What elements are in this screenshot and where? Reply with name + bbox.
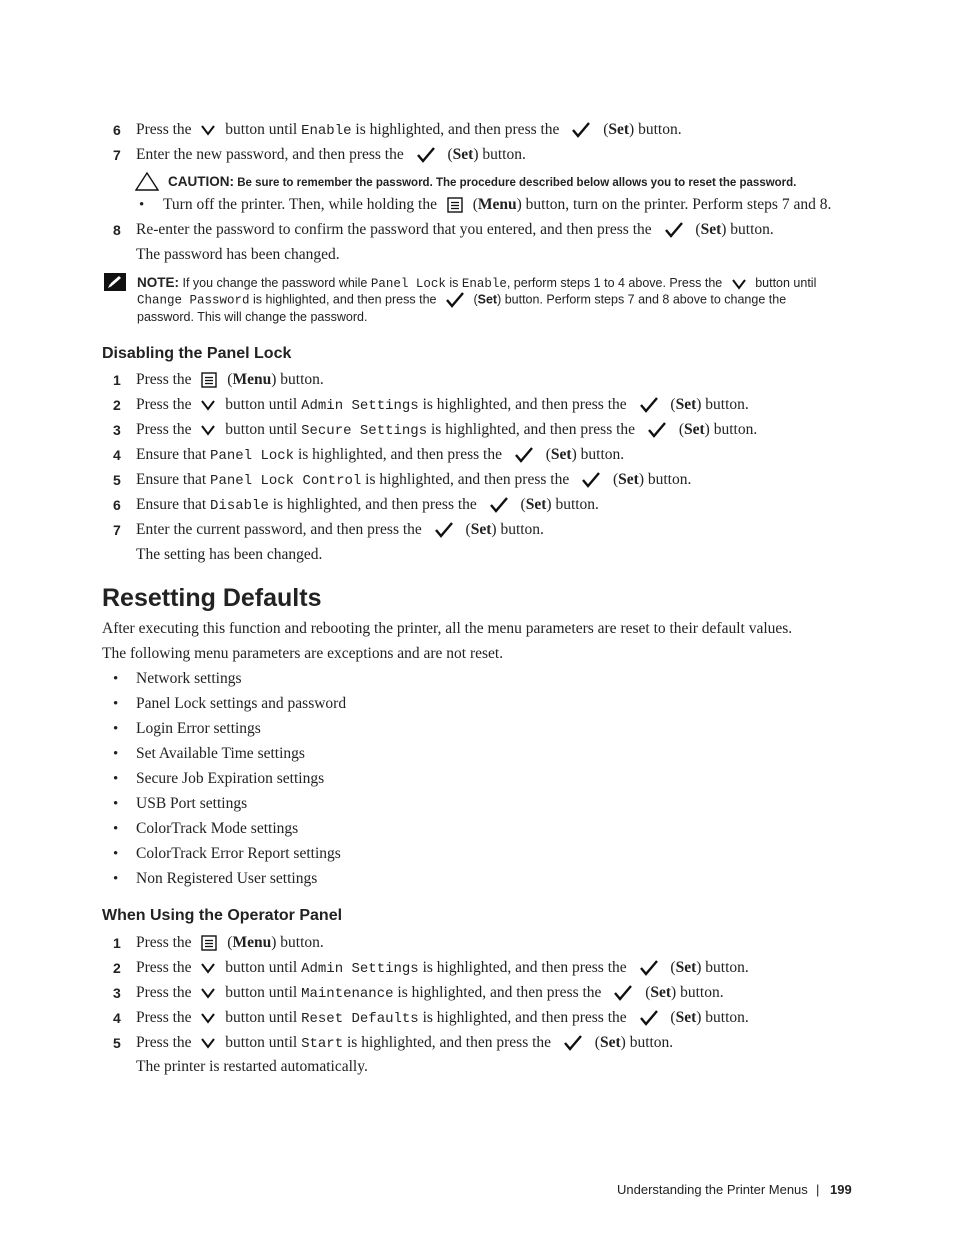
- checkmark-icon: [571, 121, 591, 139]
- step-text: Turn off the printer. Then, while holding the: [163, 196, 437, 213]
- chevron-down-icon: [200, 986, 216, 1000]
- step-text: button until: [225, 959, 298, 976]
- set-label: Set: [683, 421, 705, 438]
- checkmark-icon: [647, 421, 667, 439]
- step-text: button until: [225, 984, 298, 1001]
- step-text: is highlighted, and then press the: [431, 421, 636, 438]
- step-text: Enter the current password, and then press the: [136, 521, 422, 538]
- menu-value: Change Password: [137, 293, 250, 308]
- chevron-down-icon: [200, 961, 216, 975]
- bullet: •: [113, 821, 119, 837]
- step-number: 1: [113, 372, 121, 388]
- result-text: The printer is restarted automatically.: [136, 1058, 368, 1075]
- step-text: Re-enter the password to confirm the password that you entered, and then press the: [136, 221, 652, 238]
- menu-value: Secure Settings: [301, 423, 428, 439]
- menu-icon: [201, 372, 217, 388]
- menu-value: Start: [301, 1036, 344, 1052]
- step-text: button.: [713, 421, 758, 438]
- step-text: button.: [638, 121, 682, 138]
- step-text-row: Press the button until Reset Defaults is highlighted, and then press the (Set) button.: [136, 1009, 749, 1027]
- checkmark-icon: [639, 1009, 659, 1027]
- bullet: •: [139, 197, 145, 213]
- caution-message: Be sure to remember the password. The procedure described below allows you to reset the password.: [237, 177, 797, 189]
- list-item: Login Error settings: [136, 720, 261, 737]
- step-text: is highlighted, and then press the: [422, 1009, 627, 1026]
- footer-chapter: Understanding the Printer Menus: [617, 1182, 808, 1197]
- step-text: button.: [680, 984, 724, 1001]
- step-text: button.: [730, 221, 774, 238]
- step-text: button.: [705, 1009, 749, 1026]
- step-text-row: Ensure that Panel Lock Control is highlighted, and then press the (Set) button.: [136, 471, 692, 489]
- step-text: Enter the new password, and then press the: [136, 146, 404, 163]
- checkmark-icon: [664, 221, 684, 239]
- set-label: Set: [608, 121, 630, 138]
- set-label: Set: [550, 446, 572, 463]
- note-text: button until: [755, 276, 817, 290]
- checkmark-icon: [639, 396, 659, 414]
- step-text: Press the: [136, 934, 192, 951]
- checkmark-icon: [581, 471, 601, 489]
- step-text: button.: [705, 396, 749, 413]
- step-text: is highlighted, and then press the: [397, 984, 602, 1001]
- footer-separator: |: [816, 1182, 820, 1197]
- step-text: is highlighted, and then press the: [297, 446, 502, 463]
- step-text: button.: [280, 934, 324, 951]
- note-line-3: password. This will change the password.: [137, 310, 368, 324]
- step-number: 7: [113, 147, 121, 163]
- step-text-row: Press the button until Maintenance is highlighted, and then press the (Set) button.: [136, 984, 724, 1002]
- menu-icon: [201, 935, 217, 951]
- caution-triangle-icon: [135, 171, 159, 191]
- bullet: •: [113, 746, 119, 762]
- caution-label: CAUTION:: [168, 174, 234, 189]
- set-label: Set: [525, 496, 547, 513]
- checkmark-icon: [563, 1034, 583, 1052]
- step-text: Press the: [136, 984, 192, 1001]
- checkmark-icon: [445, 291, 465, 309]
- step-text-row: Press the button until Start is highlighted, and then press the (Set) button.: [136, 1034, 674, 1052]
- step-number: 2: [113, 397, 121, 413]
- step-number: 5: [113, 1035, 121, 1051]
- checkmark-icon: [489, 496, 509, 514]
- step-number: 1: [113, 935, 121, 951]
- list-item: Set Available Time settings: [136, 745, 305, 762]
- checkmark-icon: [434, 521, 454, 539]
- step-text: button until: [225, 121, 298, 138]
- chevron-down-icon: [200, 1036, 216, 1050]
- step-text: button.: [500, 521, 544, 538]
- menu-value: Admin Settings: [301, 398, 419, 414]
- list-item: ColorTrack Error Report settings: [136, 845, 341, 862]
- step-number: 4: [113, 1010, 121, 1026]
- step-text-row: Press the button until Admin Settings is highlighted, and then press the (Set) button.: [136, 396, 749, 414]
- menu-value: Admin Settings: [301, 961, 419, 977]
- step-text: button, turn on the printer. Perform steps 7 and 8.: [525, 196, 832, 213]
- step-number: 5: [113, 472, 121, 488]
- step-text: button until: [225, 1034, 298, 1051]
- step-text: Ensure that: [136, 446, 207, 463]
- result-text: The password has been changed.: [136, 246, 340, 263]
- paragraph: After executing this function and rebooting the printer, all the menu parameters are reset to their default values.: [102, 620, 793, 637]
- step-text: button.: [555, 496, 599, 513]
- list-item: ColorTrack Mode settings: [136, 820, 299, 837]
- step-text-row: Ensure that Panel Lock is highlighted, and then press the (Set) button.: [136, 446, 625, 464]
- step-text: button.: [482, 146, 526, 163]
- step-text: is highlighted, and then press the: [272, 496, 477, 513]
- step-text: Press the: [136, 1034, 192, 1051]
- paragraph: The following menu parameters are exceptions and are not reset.: [102, 645, 504, 662]
- note-text: is: [449, 276, 459, 290]
- set-label: Set: [470, 521, 492, 538]
- step-number: 8: [113, 222, 121, 238]
- chevron-down-icon: [731, 277, 747, 291]
- checkmark-icon: [514, 446, 534, 464]
- step-number: 2: [113, 960, 121, 976]
- caution-bullet-text: Turn off the printer. Then, while holding the (Menu) button, turn on the printer. Perform steps 7 and 8.: [163, 196, 832, 213]
- menu-value: Reset Defaults: [301, 1011, 419, 1027]
- step-number: 4: [113, 447, 121, 463]
- note-label: NOTE:: [137, 275, 179, 290]
- step-text: Press the: [136, 421, 192, 438]
- step-number: 7: [113, 522, 121, 538]
- note-text: , perform steps 1 to 4 above. Press the: [506, 276, 723, 290]
- menu-value: Enable: [301, 123, 352, 139]
- set-label: Set: [700, 221, 722, 238]
- chevron-down-icon: [200, 123, 216, 137]
- step-number: 6: [113, 497, 121, 513]
- page-heading: Resetting Defaults: [102, 584, 322, 612]
- step-text: Ensure that: [136, 496, 207, 513]
- menu-value: Disable: [210, 498, 269, 514]
- step-text: Press the: [136, 121, 192, 138]
- set-label: Set: [675, 959, 697, 976]
- checkmark-icon: [416, 146, 436, 164]
- step-text-row: Ensure that Disable is highlighted, and then press the (Set) button.: [136, 496, 599, 514]
- step-text: is highlighted, and then press the: [422, 396, 627, 413]
- menu-value: Enable: [461, 277, 507, 291]
- chevron-down-icon: [200, 398, 216, 412]
- menu-value: Panel Lock: [370, 277, 446, 291]
- step-number: 3: [113, 985, 121, 1001]
- step-number: 3: [113, 422, 121, 438]
- step-text: Press the: [136, 1009, 192, 1026]
- step-text: button until: [225, 421, 298, 438]
- step-text-row: Press the (Menu) button.: [136, 934, 324, 951]
- checkmark-icon: [613, 984, 633, 1002]
- step-text: is highlighted, and then press the: [422, 959, 627, 976]
- step-text: button.: [280, 371, 324, 388]
- step-text: button until: [225, 396, 298, 413]
- step-text: Press the: [136, 396, 192, 413]
- step-text: Ensure that: [136, 471, 207, 488]
- chevron-down-icon: [200, 423, 216, 437]
- caution-text: [168, 173, 796, 192]
- chevron-down-icon: [200, 1011, 216, 1025]
- bullet: •: [113, 871, 119, 887]
- step-6-text: Press the button until Enable is highlighted, and then press the (Set) button.: [136, 121, 682, 139]
- bullet: •: [113, 696, 119, 712]
- list-item: Non Registered User settings: [136, 870, 318, 887]
- menu-value: Panel Lock: [210, 448, 295, 464]
- step-8-text: Re-enter the password to confirm the password that you entered, and then press the (Set) button.: [136, 221, 774, 238]
- menu-label: Menu: [232, 934, 272, 951]
- step-text: is highlighted, and then press the: [355, 121, 560, 138]
- checkmark-icon: [639, 959, 659, 977]
- step-text: button.: [647, 471, 692, 488]
- page-number: 199: [830, 1182, 852, 1197]
- step-text: is highlighted, and then press the: [346, 1034, 552, 1051]
- step-text: Press the: [136, 959, 192, 976]
- set-label: Set: [618, 471, 639, 488]
- menu-label: Menu: [232, 371, 272, 388]
- note-text: is highlighted, and then press the: [253, 292, 437, 307]
- list-item: Secure Job Expiration settings: [136, 770, 325, 787]
- step-text: button.: [580, 446, 625, 463]
- step-text-row: Press the button until Admin Settings is highlighted, and then press the (Set) button.: [136, 959, 749, 977]
- step-text-row: Enter the current password, and then press the (Set) button.: [136, 521, 544, 538]
- set-label: Set: [477, 292, 498, 307]
- list-item: USB Port settings: [136, 795, 248, 812]
- step-7-text: Enter the new password, and then press the (Set) button.: [136, 146, 526, 163]
- set-label: Set: [675, 1009, 697, 1026]
- step-text: button.: [629, 1034, 674, 1051]
- step-text: button.: [705, 959, 749, 976]
- note-text: button. Perform steps 7 and 8 above to change the: [504, 292, 787, 307]
- set-label: Set: [599, 1034, 621, 1051]
- menu-value: Panel Lock Control: [210, 473, 362, 489]
- step-text-row: Press the (Menu) button.: [136, 371, 324, 388]
- bullet: •: [113, 671, 119, 687]
- menu-icon: [447, 197, 463, 213]
- step-text-row: Press the button until Secure Settings is highlighted, and then press the (Set) button.: [136, 421, 758, 439]
- set-label: Set: [675, 396, 697, 413]
- bullet: •: [113, 796, 119, 812]
- bullet: •: [113, 846, 119, 862]
- section-heading: When Using the Operator Panel: [102, 907, 343, 924]
- menu-value: Maintenance: [301, 986, 394, 1002]
- step-number: 6: [113, 122, 121, 138]
- set-label: Set: [452, 146, 474, 163]
- note-text: If you change the password while: [182, 276, 368, 290]
- bullet: •: [113, 721, 119, 737]
- step-text: is highlighted, and then press the: [365, 471, 570, 488]
- list-item: Network settings: [136, 670, 242, 687]
- step-text: button until: [225, 1009, 298, 1026]
- note-pencil-icon: [103, 272, 127, 292]
- result-text: The setting has been changed.: [136, 546, 323, 563]
- bullet: •: [113, 771, 119, 787]
- set-label: Set: [650, 984, 672, 1001]
- menu-label: Menu: [477, 196, 517, 213]
- list-item: Panel Lock settings and password: [136, 695, 347, 712]
- section-heading: Disabling the Panel Lock: [102, 345, 292, 362]
- step-text: Press the: [136, 371, 192, 388]
- note-line-2: Change Password is highlighted, and then press the (Set) button. Perform steps 7 and 8 above to change the: [137, 292, 787, 308]
